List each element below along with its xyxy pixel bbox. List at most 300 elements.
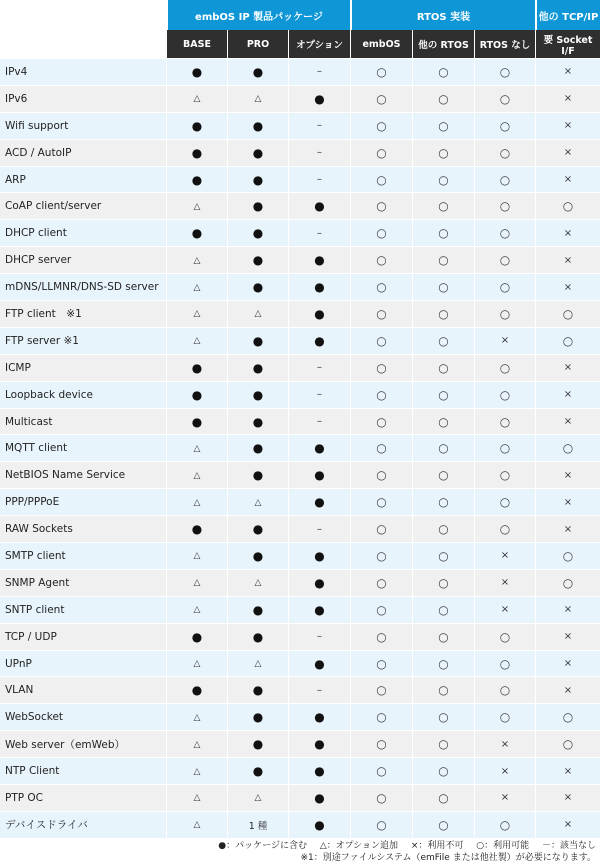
cell-option bbox=[288, 354, 350, 381]
feature-name-cell: PPP/PPPoE bbox=[0, 488, 166, 515]
cell-other-rtos bbox=[412, 569, 474, 596]
table-row bbox=[0, 408, 600, 435]
availability-mark: △ bbox=[193, 443, 201, 454]
cell-no-rtos bbox=[474, 166, 535, 193]
availability-mark: ○ bbox=[499, 414, 511, 429]
cell-no-rtos bbox=[474, 515, 535, 542]
cell-socket-if bbox=[535, 381, 600, 408]
cell-other-rtos bbox=[412, 246, 474, 273]
availability-mark: △ bbox=[193, 497, 201, 508]
cell-no-rtos bbox=[474, 112, 535, 139]
table-row bbox=[0, 85, 600, 112]
availability-mark: ● bbox=[252, 522, 264, 537]
cell-other-rtos bbox=[412, 273, 474, 300]
cell-socket-if bbox=[535, 811, 600, 838]
availability-mark: ○ bbox=[438, 817, 449, 832]
availability-mark: × bbox=[563, 254, 573, 266]
availability-mark: ○ bbox=[376, 575, 387, 590]
cell-no-rtos bbox=[474, 85, 535, 112]
cell-embos bbox=[350, 85, 412, 112]
availability-mark: × bbox=[563, 227, 573, 239]
feature-name-cell: IPv4 bbox=[0, 58, 166, 85]
cell-no-rtos bbox=[474, 730, 535, 757]
feature-name-cell: DHCP server bbox=[0, 246, 166, 273]
availability-mark: ○ bbox=[438, 414, 449, 429]
availability-mark: ○ bbox=[438, 575, 449, 590]
cell-pro bbox=[227, 192, 288, 219]
cell-embos bbox=[350, 569, 412, 596]
feature-name-cell: FTP client ※1 bbox=[0, 300, 166, 327]
availability-mark: △ bbox=[193, 793, 201, 804]
availability-mark: – bbox=[317, 389, 322, 401]
availability-mark: ○ bbox=[376, 280, 387, 295]
feature-name-cell: RAW Sockets bbox=[0, 515, 166, 542]
cell-socket-if bbox=[535, 327, 600, 354]
cell-no-rtos bbox=[474, 488, 535, 515]
availability-mark: ○ bbox=[376, 817, 387, 832]
availability-mark: ○ bbox=[376, 118, 387, 133]
cell-socket-if bbox=[535, 408, 600, 435]
cell-pro bbox=[227, 461, 288, 488]
availability-mark: △ bbox=[254, 309, 262, 320]
cell-base bbox=[166, 623, 227, 650]
availability-mark: ○ bbox=[376, 495, 387, 510]
cell-no-rtos bbox=[474, 434, 535, 461]
availability-mark: ○ bbox=[438, 683, 449, 698]
feature-name-cell: Loopback device bbox=[0, 381, 166, 408]
table-row bbox=[0, 58, 600, 85]
availability-mark: 1 種 bbox=[248, 820, 268, 832]
availability-mark: ● bbox=[252, 468, 264, 483]
availability-mark: ● bbox=[252, 118, 264, 133]
cell-other-rtos bbox=[412, 596, 474, 623]
header-blank-cell bbox=[0, 30, 166, 58]
availability-mark: – bbox=[317, 362, 322, 374]
cell-base bbox=[166, 354, 227, 381]
cell-base bbox=[166, 650, 227, 677]
availability-mark: × bbox=[563, 147, 573, 159]
legend bbox=[0, 840, 596, 864]
cell-socket-if bbox=[535, 730, 600, 757]
availability-mark: ○ bbox=[438, 91, 449, 106]
table-row bbox=[0, 515, 600, 542]
feature-name-cell: DHCP client bbox=[0, 219, 166, 246]
table-row bbox=[0, 676, 600, 703]
cell-option bbox=[288, 381, 350, 408]
cell-base bbox=[166, 569, 227, 596]
feature-name-cell: PTP OC bbox=[0, 784, 166, 811]
availability-mark: ● bbox=[314, 737, 325, 752]
availability-mark: ● bbox=[191, 226, 203, 241]
cell-socket-if bbox=[535, 166, 600, 193]
availability-mark: ○ bbox=[376, 64, 387, 79]
availability-mark: ○ bbox=[376, 172, 387, 187]
availability-mark: ● bbox=[252, 710, 264, 725]
availability-mark: ● bbox=[314, 306, 325, 321]
availability-mark: ○ bbox=[499, 118, 511, 133]
cell-option bbox=[288, 488, 350, 515]
availability-mark: ● bbox=[314, 548, 325, 563]
table-row bbox=[0, 434, 600, 461]
feature-name-cell: ICMP bbox=[0, 354, 166, 381]
availability-mark: × bbox=[563, 792, 573, 804]
availability-mark: ● bbox=[252, 441, 264, 456]
cell-no-rtos bbox=[474, 58, 535, 85]
cell-other-rtos bbox=[412, 542, 474, 569]
cell-option bbox=[288, 676, 350, 703]
availability-mark: △ bbox=[254, 659, 262, 670]
availability-mark: △ bbox=[193, 659, 201, 670]
availability-mark: × bbox=[563, 281, 573, 293]
availability-mark: ○ bbox=[438, 387, 449, 402]
cell-base bbox=[166, 408, 227, 435]
cell-base bbox=[166, 596, 227, 623]
availability-mark: ● bbox=[314, 764, 325, 779]
cell-pro bbox=[227, 515, 288, 542]
cell-pro bbox=[227, 85, 288, 112]
column-header-base: BASE bbox=[166, 30, 227, 58]
cell-pro bbox=[227, 381, 288, 408]
cell-other-rtos bbox=[412, 219, 474, 246]
availability-mark: × bbox=[500, 550, 510, 562]
availability-mark: ○ bbox=[438, 441, 449, 456]
table-row bbox=[0, 703, 600, 730]
availability-mark: ○ bbox=[438, 468, 449, 483]
cell-pro bbox=[227, 112, 288, 139]
cell-no-rtos bbox=[474, 300, 535, 327]
availability-mark: △ bbox=[193, 255, 201, 266]
availability-mark: × bbox=[563, 819, 573, 831]
availability-mark: ○ bbox=[376, 602, 387, 617]
table-row bbox=[0, 784, 600, 811]
cell-no-rtos bbox=[474, 811, 535, 838]
table-row bbox=[0, 811, 600, 838]
cell-option bbox=[288, 166, 350, 193]
availability-mark: × bbox=[563, 174, 573, 185]
cell-base bbox=[166, 730, 227, 757]
availability-mark: ○ bbox=[438, 64, 449, 79]
cell-option bbox=[288, 461, 350, 488]
legend-filled: ●：パッケージに含む bbox=[218, 841, 307, 851]
cell-socket-if bbox=[535, 488, 600, 515]
availability-mark: ○ bbox=[376, 253, 387, 268]
cell-option bbox=[288, 58, 350, 85]
table-row bbox=[0, 192, 600, 219]
cell-pro bbox=[227, 434, 288, 461]
cell-no-rtos bbox=[474, 273, 535, 300]
cell-pro bbox=[227, 327, 288, 354]
cell-embos bbox=[350, 461, 412, 488]
cell-embos bbox=[350, 784, 412, 811]
cell-option bbox=[288, 219, 350, 246]
availability-mark: – bbox=[317, 523, 322, 535]
cell-socket-if bbox=[535, 569, 600, 596]
cell-base bbox=[166, 434, 227, 461]
cell-other-rtos bbox=[412, 811, 474, 838]
table-row bbox=[0, 246, 600, 273]
availability-mark: △ bbox=[254, 793, 262, 804]
cell-embos bbox=[350, 757, 412, 784]
availability-mark: ○ bbox=[438, 656, 449, 671]
feature-name-cell: UPnP bbox=[0, 650, 166, 677]
feature-name-cell: ACD / AutoIP bbox=[0, 139, 166, 166]
table-row bbox=[0, 623, 600, 650]
availability-mark: × bbox=[563, 631, 573, 643]
cell-option bbox=[288, 300, 350, 327]
column-header-pro: PRO bbox=[227, 30, 288, 58]
availability-mark: ● bbox=[314, 199, 325, 214]
availability-mark: ○ bbox=[376, 333, 387, 348]
availability-mark: △ bbox=[193, 605, 201, 616]
availability-mark: ● bbox=[252, 360, 264, 375]
availability-mark: ○ bbox=[376, 548, 387, 563]
availability-mark: ○ bbox=[438, 710, 449, 725]
availability-mark: × bbox=[563, 389, 573, 401]
cell-other-rtos bbox=[412, 139, 474, 166]
availability-mark: × bbox=[563, 496, 573, 508]
cell-option bbox=[288, 139, 350, 166]
cell-socket-if bbox=[535, 676, 600, 703]
cell-embos bbox=[350, 542, 412, 569]
group-header-other-tcpip: 他の TCP/IP bbox=[535, 0, 600, 30]
availability-mark: – bbox=[317, 147, 322, 159]
cell-base bbox=[166, 488, 227, 515]
availability-mark: ○ bbox=[376, 522, 387, 537]
table-row bbox=[0, 650, 600, 677]
cell-base bbox=[166, 811, 227, 838]
column-header-other-rtos: 他の RTOS bbox=[412, 30, 474, 58]
table-row bbox=[0, 327, 600, 354]
cell-option bbox=[288, 542, 350, 569]
cell-embos bbox=[350, 811, 412, 838]
cell-embos bbox=[350, 408, 412, 435]
availability-mark: △ bbox=[193, 94, 201, 105]
availability-mark: ○ bbox=[438, 253, 449, 268]
cell-no-rtos bbox=[474, 461, 535, 488]
legend-option: △：オプション追加 bbox=[319, 841, 398, 851]
availability-mark: × bbox=[500, 792, 510, 804]
column-header-no-rtos: RTOS なし bbox=[474, 30, 535, 58]
cell-option bbox=[288, 650, 350, 677]
cell-no-rtos bbox=[474, 139, 535, 166]
table-row bbox=[0, 139, 600, 166]
availability-mark: △ bbox=[193, 282, 201, 293]
availability-mark: ○ bbox=[499, 522, 511, 537]
cell-base bbox=[166, 300, 227, 327]
availability-mark: ● bbox=[191, 64, 203, 79]
availability-mark: ○ bbox=[499, 280, 511, 295]
availability-mark: ○ bbox=[438, 199, 449, 214]
cell-other-rtos bbox=[412, 112, 474, 139]
cell-pro bbox=[227, 811, 288, 838]
availability-mark: ○ bbox=[376, 737, 387, 752]
cell-pro bbox=[227, 300, 288, 327]
availability-mark: ○ bbox=[376, 710, 387, 725]
cell-socket-if bbox=[535, 650, 600, 677]
availability-mark: ● bbox=[252, 683, 264, 698]
availability-mark: ○ bbox=[499, 226, 511, 241]
availability-mark: ● bbox=[252, 226, 264, 241]
table-row bbox=[0, 488, 600, 515]
cell-other-rtos bbox=[412, 623, 474, 650]
cell-no-rtos bbox=[474, 596, 535, 623]
cell-embos bbox=[350, 703, 412, 730]
cell-option bbox=[288, 623, 350, 650]
table-row bbox=[0, 381, 600, 408]
feature-name-cell: IPv6 bbox=[0, 85, 166, 112]
cell-base bbox=[166, 58, 227, 85]
cell-no-rtos bbox=[474, 192, 535, 219]
cell-embos bbox=[350, 515, 412, 542]
cell-base bbox=[166, 676, 227, 703]
cell-embos bbox=[350, 192, 412, 219]
feature-name-cell: SMTP client bbox=[0, 542, 166, 569]
availability-mark: × bbox=[563, 658, 573, 670]
table-row bbox=[0, 273, 600, 300]
cell-base bbox=[166, 246, 227, 273]
availability-mark: ● bbox=[314, 790, 325, 805]
availability-mark: ○ bbox=[499, 710, 511, 725]
cell-embos bbox=[350, 327, 412, 354]
availability-mark: ○ bbox=[499, 683, 511, 698]
column-header-row bbox=[0, 30, 600, 58]
cell-socket-if bbox=[535, 434, 600, 461]
cell-base bbox=[166, 381, 227, 408]
availability-mark: ● bbox=[252, 548, 264, 563]
availability-mark: ● bbox=[252, 64, 264, 79]
feature-name-cell: TCP / UDP bbox=[0, 623, 166, 650]
cell-other-rtos bbox=[412, 784, 474, 811]
cell-pro bbox=[227, 139, 288, 166]
cell-base bbox=[166, 112, 227, 139]
table-row bbox=[0, 354, 600, 381]
cell-pro bbox=[227, 219, 288, 246]
cell-option bbox=[288, 596, 350, 623]
cell-socket-if bbox=[535, 623, 600, 650]
cell-other-rtos bbox=[412, 166, 474, 193]
cell-base bbox=[166, 219, 227, 246]
cell-no-rtos bbox=[474, 757, 535, 784]
table-row bbox=[0, 300, 600, 327]
availability-mark: ○ bbox=[499, 387, 511, 402]
cell-no-rtos bbox=[474, 676, 535, 703]
feature-name-cell: CoAP client/server bbox=[0, 192, 166, 219]
cell-other-rtos bbox=[412, 327, 474, 354]
cell-embos bbox=[350, 623, 412, 650]
feature-name-cell: デバイスドライバ bbox=[0, 811, 166, 838]
table-row bbox=[0, 219, 600, 246]
availability-mark: ○ bbox=[562, 199, 574, 214]
cell-embos bbox=[350, 139, 412, 166]
availability-mark: ● bbox=[252, 764, 264, 779]
availability-mark: ○ bbox=[438, 280, 449, 295]
feature-name-cell: FTP server ※1 bbox=[0, 327, 166, 354]
availability-mark: ○ bbox=[438, 172, 449, 187]
cell-base bbox=[166, 784, 227, 811]
availability-mark: × bbox=[563, 416, 573, 428]
availability-mark: ● bbox=[314, 333, 325, 348]
availability-mark: ○ bbox=[438, 764, 449, 779]
availability-mark: ● bbox=[314, 280, 325, 295]
cell-other-rtos bbox=[412, 85, 474, 112]
cell-other-rtos bbox=[412, 461, 474, 488]
cell-base bbox=[166, 757, 227, 784]
cell-embos bbox=[350, 166, 412, 193]
availability-mark: ● bbox=[252, 199, 264, 214]
availability-mark: ○ bbox=[438, 495, 449, 510]
availability-mark: ○ bbox=[438, 306, 449, 321]
availability-mark: × bbox=[500, 765, 510, 777]
availability-mark: ○ bbox=[438, 629, 449, 644]
legend-na: －：該当なし bbox=[541, 841, 596, 851]
cell-no-rtos bbox=[474, 327, 535, 354]
availability-mark: ○ bbox=[376, 91, 387, 106]
availability-mark: △ bbox=[193, 820, 201, 831]
cell-no-rtos bbox=[474, 569, 535, 596]
availability-mark: ○ bbox=[438, 118, 449, 133]
column-header-option: オプション bbox=[288, 30, 350, 58]
feature-name-cell: WebSocket bbox=[0, 703, 166, 730]
cell-embos bbox=[350, 273, 412, 300]
cell-embos bbox=[350, 354, 412, 381]
group-header-row bbox=[0, 0, 600, 30]
cell-embos bbox=[350, 381, 412, 408]
cell-embos bbox=[350, 219, 412, 246]
availability-mark: ○ bbox=[376, 306, 387, 321]
availability-mark: × bbox=[563, 684, 573, 696]
cell-other-rtos bbox=[412, 58, 474, 85]
cell-base bbox=[166, 703, 227, 730]
cell-base bbox=[166, 542, 227, 569]
availability-mark: × bbox=[563, 120, 573, 132]
cell-pro bbox=[227, 166, 288, 193]
availability-mark: × bbox=[500, 577, 510, 589]
availability-mark: ● bbox=[191, 683, 203, 698]
cell-option bbox=[288, 192, 350, 219]
availability-mark: △ bbox=[193, 551, 201, 562]
feature-name-cell: MQTT client bbox=[0, 434, 166, 461]
availability-mark: ○ bbox=[376, 414, 387, 429]
availability-mark: ○ bbox=[376, 441, 387, 456]
cell-option bbox=[288, 246, 350, 273]
cell-base bbox=[166, 273, 227, 300]
cell-option bbox=[288, 757, 350, 784]
availability-mark: – bbox=[317, 684, 322, 696]
cell-option bbox=[288, 784, 350, 811]
cell-no-rtos bbox=[474, 650, 535, 677]
cell-other-rtos bbox=[412, 757, 474, 784]
feature-name-cell: mDNS/LLMNR/DNS-SD server bbox=[0, 273, 166, 300]
availability-mark: – bbox=[317, 631, 322, 643]
availability-mark: ○ bbox=[562, 333, 574, 348]
cell-pro bbox=[227, 488, 288, 515]
cell-other-rtos bbox=[412, 408, 474, 435]
cell-pro bbox=[227, 730, 288, 757]
cell-no-rtos bbox=[474, 381, 535, 408]
availability-mark: ○ bbox=[376, 656, 387, 671]
cell-socket-if bbox=[535, 192, 600, 219]
legend-symbols bbox=[0, 840, 596, 852]
availability-mark: × bbox=[500, 604, 510, 616]
availability-mark: × bbox=[563, 93, 573, 105]
cell-embos bbox=[350, 730, 412, 757]
availability-mark: ○ bbox=[376, 226, 387, 241]
availability-mark: ● bbox=[314, 656, 325, 671]
availability-mark: ● bbox=[252, 387, 264, 402]
group-header-package: embOS IP 製品パッケージ bbox=[166, 0, 350, 30]
cell-socket-if bbox=[535, 596, 600, 623]
cell-other-rtos bbox=[412, 703, 474, 730]
